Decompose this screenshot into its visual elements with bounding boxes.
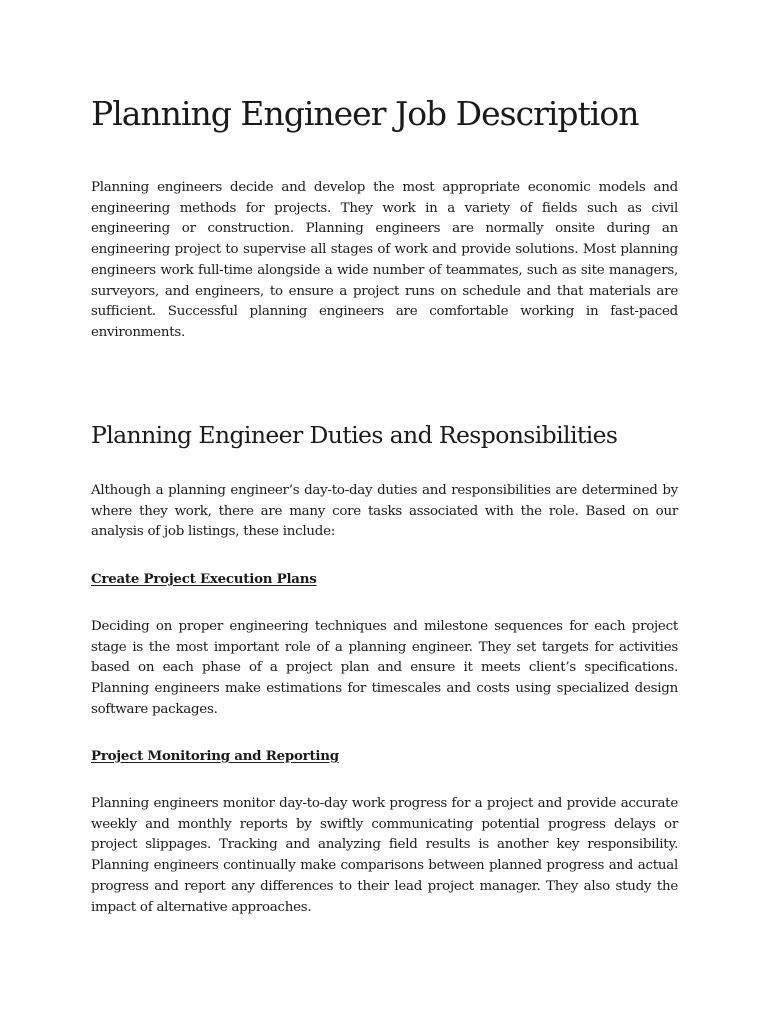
section-heading-monitoring-reporting: Project Monitoring and Reporting xyxy=(91,748,339,764)
document-title: Planning Engineer Job Description xyxy=(91,94,639,133)
section-body-execution-plans: Deciding on proper engineering techniques and milestone sequences for each project stage is the most important role of a planning engineer. They set targets for activities based on each phase of a project plan and ensure it meets client’s specifications. Planning engineers make estimations for timescales and costs using specialized design software packages. xyxy=(91,619,678,717)
section-body-monitoring-reporting: Planning engineers monitor day-to-day work progress for a project and provide accurate weekly and monthly reports by swiftly communicating potential progress delays or project slippages. Tracking and analyzing field results is another key responsibility. Planning engineers continually make comparisons between planned progress and actual progress and report any differences to their lead project manager. They also study the impact of alternative approaches. xyxy=(91,796,678,915)
duties-intro-paragraph: Although a planning engineer’s day-to-day duties and responsibilities are determined by where they work, there are many core tasks associated with the role. Based on our analysis of job listings, these include: xyxy=(91,483,678,540)
duties-heading: Planning Engineer Duties and Responsibilities xyxy=(91,421,618,449)
intro-paragraph: Planning engineers decide and develop the most appropriate economic models and engineering methods for projects. They work in a variety of fields such as civil engineering or construction. Planning engineers are normally onsite during an engineering project to supervise all stages of work and provide solutions. Most planning engineers work full-time alongside a wide number of teammates, such as site managers, surveyors, and engineers, to ensure a project runs on schedule and that materials are sufficient. Successful planning engineers are comfortable working in fast-paced environments. xyxy=(91,180,678,340)
section-heading-execution-plans: Create Project Execution Plans xyxy=(91,571,317,587)
document-page xyxy=(91,0,678,1024)
